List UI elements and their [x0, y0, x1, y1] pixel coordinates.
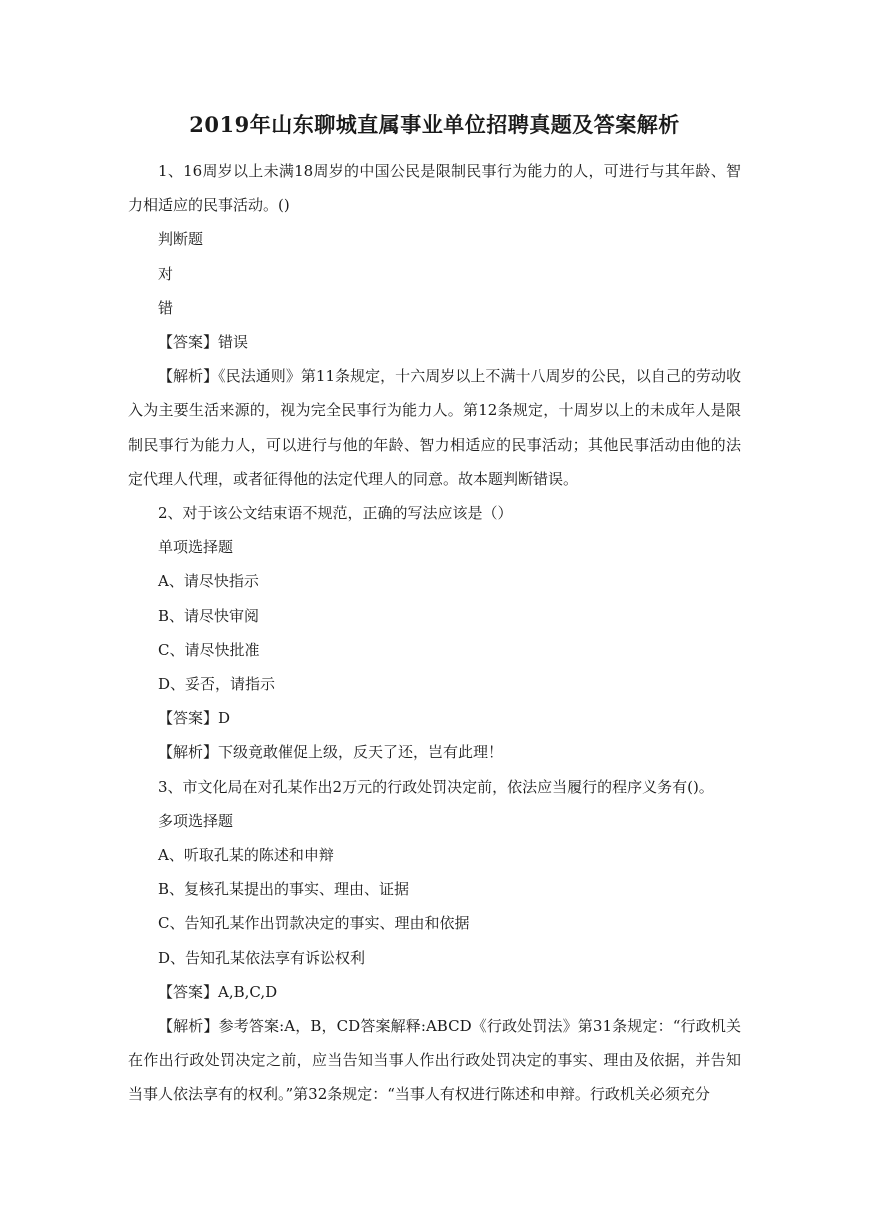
question-type: 多项选择题 — [158, 811, 234, 830]
question-stem: 3、市文化局在对孔某作出2万元的行政处罚决定前，依法应当履行的程序义务有()。 — [158, 777, 714, 796]
question-stem: 2、对于该公文结束语不规范，正确的写法应该是（） — [158, 504, 513, 523]
document-title: 2019年山东聊城直属事业单位招聘真题及答案解析 — [189, 112, 680, 137]
question-3 — [128, 770, 741, 1112]
question-type: 单项选择题 — [158, 538, 234, 557]
option-item: 对 — [158, 264, 174, 283]
question-type: 判断题 — [158, 230, 204, 249]
option-item: D、妥否，请指示 — [158, 675, 276, 694]
option-item: C、请尽快批准 — [158, 640, 260, 659]
option-item: B、请尽快审阅 — [158, 606, 260, 625]
option-item: 错 — [158, 298, 174, 317]
option-item: A、听取孔某的陈述和申辩 — [158, 846, 334, 865]
question-1 — [128, 154, 741, 496]
question-2 — [128, 496, 741, 770]
question-stem: 1、16周岁以上未满18周岁的中国公民是限制民事行为能力的人，可进行与其年龄、智力相适应的民事活动。() — [128, 162, 741, 215]
answer-line: 【答案】A,B,C,D — [158, 982, 278, 1001]
analysis-paragraph: 【解析】《民法通则》第11条规定，十六周岁以上不满十八周岁的公民，以自己的劳动收入为主要生活来源的，视为完全民事行为能力人。第12条规定，十周岁以上的未成年人是限制民事行为能力人，可以进行与他的年龄、智力相适应的民事活动；其他民事活动由他的法定代理人代理，或者征得他的法定代理人的同意。故本题判断错误。 — [128, 367, 741, 488]
answer-line: 【答案】错误 — [158, 333, 249, 352]
analysis-paragraph: 【解析】参考答案:A，B，CD答案解释:ABCD《行政处罚法》第31条规定：“行政机关在作出行政处罚决定之前，应当告知当事人作出行政处罚决定的事实、理由及依据，并告知当事人依法享有的权利。”第32条规定：“当事人有权进行陈述和申辩。行政机关必须充分 — [128, 1017, 741, 1104]
analysis-paragraph: 【解析】下级竟敢催促上级，反天了还，岂有此理！ — [158, 743, 504, 762]
option-item: C、告知孔某作出罚款决定的事实、理由和依据 — [158, 914, 470, 933]
option-item: A、请尽快指示 — [158, 572, 259, 591]
option-item: B、复核孔某提出的事实、理由、证据 — [158, 880, 410, 899]
option-item: D、告知孔某依法享有诉讼权利 — [158, 948, 366, 967]
answer-line: 【答案】D — [158, 709, 231, 728]
